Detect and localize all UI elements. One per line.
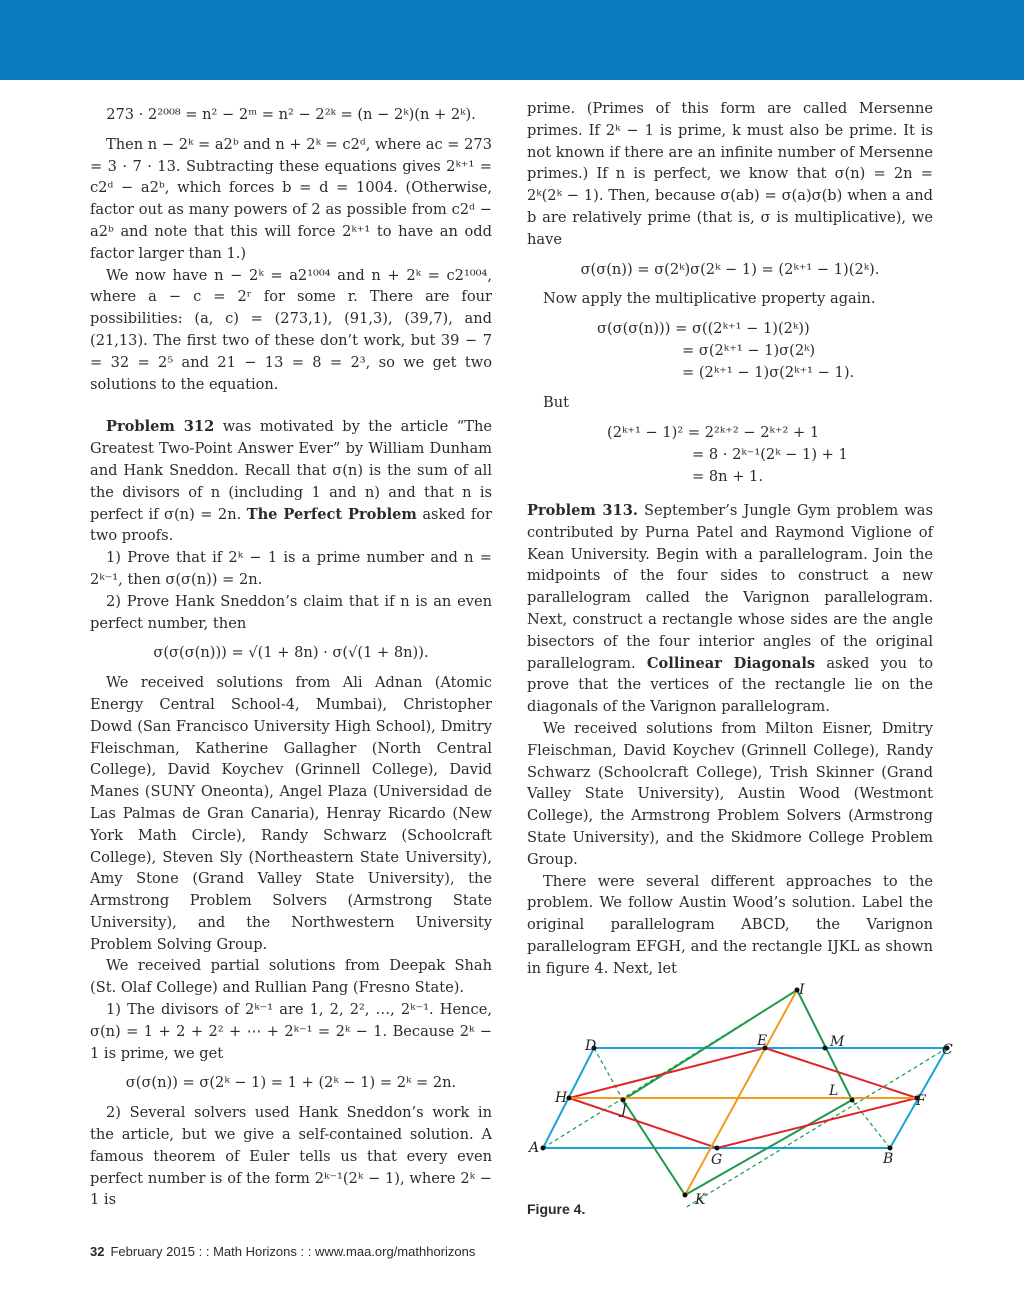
page-number: 32 <box>90 1244 105 1259</box>
footer-text: February 2015 : : Math Horizons : : www.maa.org/mathhorizons <box>110 1244 476 1259</box>
problem-name: Collinear Diagonals <box>646 654 816 672</box>
paragraph: 2) Prove Hank Sneddon’s claim that if n is an even perfect number, then <box>90 592 492 632</box>
diagonal-dashed <box>594 1048 623 1100</box>
label-a: A <box>529 1140 540 1156</box>
page-footer <box>90 1244 475 1259</box>
label-g: G <box>711 1152 723 1168</box>
label-l: L <box>829 1083 839 1099</box>
equation: σ(σ(n)) = σ(2ᵏ − 1) = 1 + (2ᵏ − 1) = 2ᵏ = 2n. <box>125 1074 457 1092</box>
paragraph: We now have n − 2ᵏ = a2¹⁰⁰⁴ and n + 2ᵏ = c2¹⁰⁰⁴, where a − c = 2ʳ for some r. There are four possibilities: (a, c) = (273,1), (91,3), (39,7), and (21,13). The first two of these don’t work, but 39 − 7 = 32 = 2⁵ and 21 − 13 = 8 = 2³, so we get two solutions to the equation. <box>90 266 492 393</box>
label-e: E <box>757 1033 768 1049</box>
paragraph: There were several different approaches to the problem. We follow Austin Wood’s solution. Label the original parallelogram ABCD, the Varignon parallelogram EFGH, and the rectangle IJKL as shown in figure 4. Next, let <box>527 872 933 977</box>
label-d: D <box>585 1038 597 1054</box>
equation: 273 · 2²⁰⁰⁸ = n² − 2ᵐ = n² − 2²ᵏ = (n − 2ᵏ)(n + 2ᵏ). <box>106 106 476 123</box>
paragraph: 1) The divisors of 2ᵏ⁻¹ are 1, 2, 2², …, 2ᵏ⁻¹. Hence, σ(n) = 1 + 2 + 2² + ⋯ + 2ᵏ⁻¹ = 2ᵏ − 1. Because 2ᵏ − 1 is prime, we get <box>90 1001 492 1062</box>
diagonal-dashed <box>685 1048 947 1208</box>
problem-title: Problem 312 <box>106 418 215 436</box>
rectangle-ijkl <box>623 990 852 1195</box>
paragraph: We received solutions from Milton Eisner, Dmitry Fleischman, David Koychev (Grinnell College), Randy Schwarz (Schoolcraft College), Trish Skinner (Grand Valley State University), Austin Wood (Westmont College), the Armstrong Problem Solvers (Armstrong State University), and the Skidmore College Problem Group. <box>527 719 933 868</box>
figure-diagram <box>527 980 957 1220</box>
equation: σ(σ(n)) = σ(2ᵏ)σ(2ᵏ − 1) = (2ᵏ⁺¹ − 1)(2ᵏ). <box>580 260 880 278</box>
label-f: F <box>916 1093 926 1109</box>
header-banner <box>0 0 1024 80</box>
label-k: K <box>695 1192 706 1208</box>
right-column <box>527 98 933 980</box>
paragraph: 1) Prove that if 2ᵏ − 1 is a prime number and n = 2ᵏ⁻¹, then σ(σ(n)) = 2n. <box>90 549 492 588</box>
figure-caption: Figure 4. <box>527 1201 586 1217</box>
paragraph: But <box>543 394 569 412</box>
paragraph: We received partial solutions from Deepak Shah (St. Olaf College) and Rullian Pang (Fresno State). <box>90 957 492 997</box>
label-b: B <box>883 1151 894 1167</box>
label-m: M <box>830 1034 845 1050</box>
problem-title: Problem 313. <box>527 501 638 519</box>
paragraph: Then n − 2ᵏ = a2ᵇ and n + 2ᵏ = c2ᵈ, where ac = 273 = 3 · 7 · 13. Subtracting these equations gives 2ᵏ⁺¹ = c2ᵈ − a2ᵇ, which forces b = d = 1004. (Otherwise, factor out as many powers of 2 as possible from c2ᵈ − a2ᵇ and note that this will force 2ᵏ⁺¹ to have an odd factor larger than 1.) <box>90 135 492 262</box>
paragraph-problem-313: Problem 313. September’s Jungle Gym problem was contributed by Purna Patel and Raymond Viglione of Kean University. Begin with a parallelogram. Join the midpoints of the four sides to construct a new parallelogram called the Varignon parallelogram. Next, construct a rectangle whose sides are the angle bisectors of the four interior angles of the original parallelogram. Collinear Diagonals asked you to prove that the vertices of the rectangle lie on the diagonals of the Varignon parallelogram. <box>527 501 933 716</box>
paragraph: Now apply the multiplicative property again. <box>543 290 876 308</box>
label-i: I <box>799 982 805 998</box>
label-c: C <box>942 1042 953 1058</box>
paragraph-problem-312: Problem 312 was motivated by the article “The Greatest Two-Point Answer Ever” by William Dunham and Hank Sneddon. Recall that σ(n) is the sum of all the divisors of n (including 1 and n) and that n is perfect if σ(n) = 2n. The Perfect Problem asked for two proofs. <box>90 418 492 545</box>
problem-name: The Perfect Problem <box>246 505 417 523</box>
paragraph: prime. (Primes of this form are called Mersenne primes. If 2ᵏ − 1 is prime, k must also be prime. It is not known if there are an infinite number of Mersenne primes.) If n is perfect, we know that σ(n) = 2n = 2ᵏ(2ᵏ − 1). Then, because σ(ab) = σ(a)σ(b) when a and b are relatively prime (that is, σ is multiplicative), we have <box>527 100 933 248</box>
label-j: J <box>621 1102 627 1118</box>
figure-4 <box>527 980 957 1220</box>
paragraph: 2) Several solvers used Hank Sneddon’s work in the article, but we give a self-contained solution. A famous theorem of Euler tells us that every even perfect number is of the form 2ᵏ⁻¹(2ᵏ − 1), where 2ᵏ − 1 is <box>90 1104 492 1209</box>
paragraph: We received solutions from Ali Adnan (Atomic Energy Central School-4, Mumbai), Christopher Dowd (San Francisco University High School), Dmitry Fleischman, Katherine Gallagher (North Central College), David Koychev (Grinnell College), David Manes (SUNY Oneonta), Angel Plaza (Universidad de Las Palmas de Gran Canaria), Henray Ricardo (New York Math Circle), Randy Schwarz (Schoolcraft College), Steven Sly (Northeastern State University), Amy Stone (Grand Valley State University), the Armstrong Problem Solvers (Armstrong State University), and the Northwestern University Problem Solving Group. <box>90 674 492 953</box>
left-column <box>90 98 492 1211</box>
label-h: H <box>555 1090 568 1106</box>
equation-block: σ(σ(σ(n))) = σ((2ᵏ⁺¹ − 1)(2ᵏ)) = σ(2ᵏ⁺¹ − 1)σ(2ᵏ) = (2ᵏ⁺¹ − 1)σ(2ᵏ⁺¹ − 1). <box>597 320 855 382</box>
equation-block: (2ᵏ⁺¹ − 1)² = 2²ᵏ⁺² − 2ᵏ⁺² + 1 = 8 · 2ᵏ⁻¹(2ᵏ − 1) + 1 = 8n + 1. <box>607 423 848 485</box>
equation: σ(σ(σ(n))) = √(1 + 8n) · σ(√(1 + 8n)). <box>153 644 429 662</box>
